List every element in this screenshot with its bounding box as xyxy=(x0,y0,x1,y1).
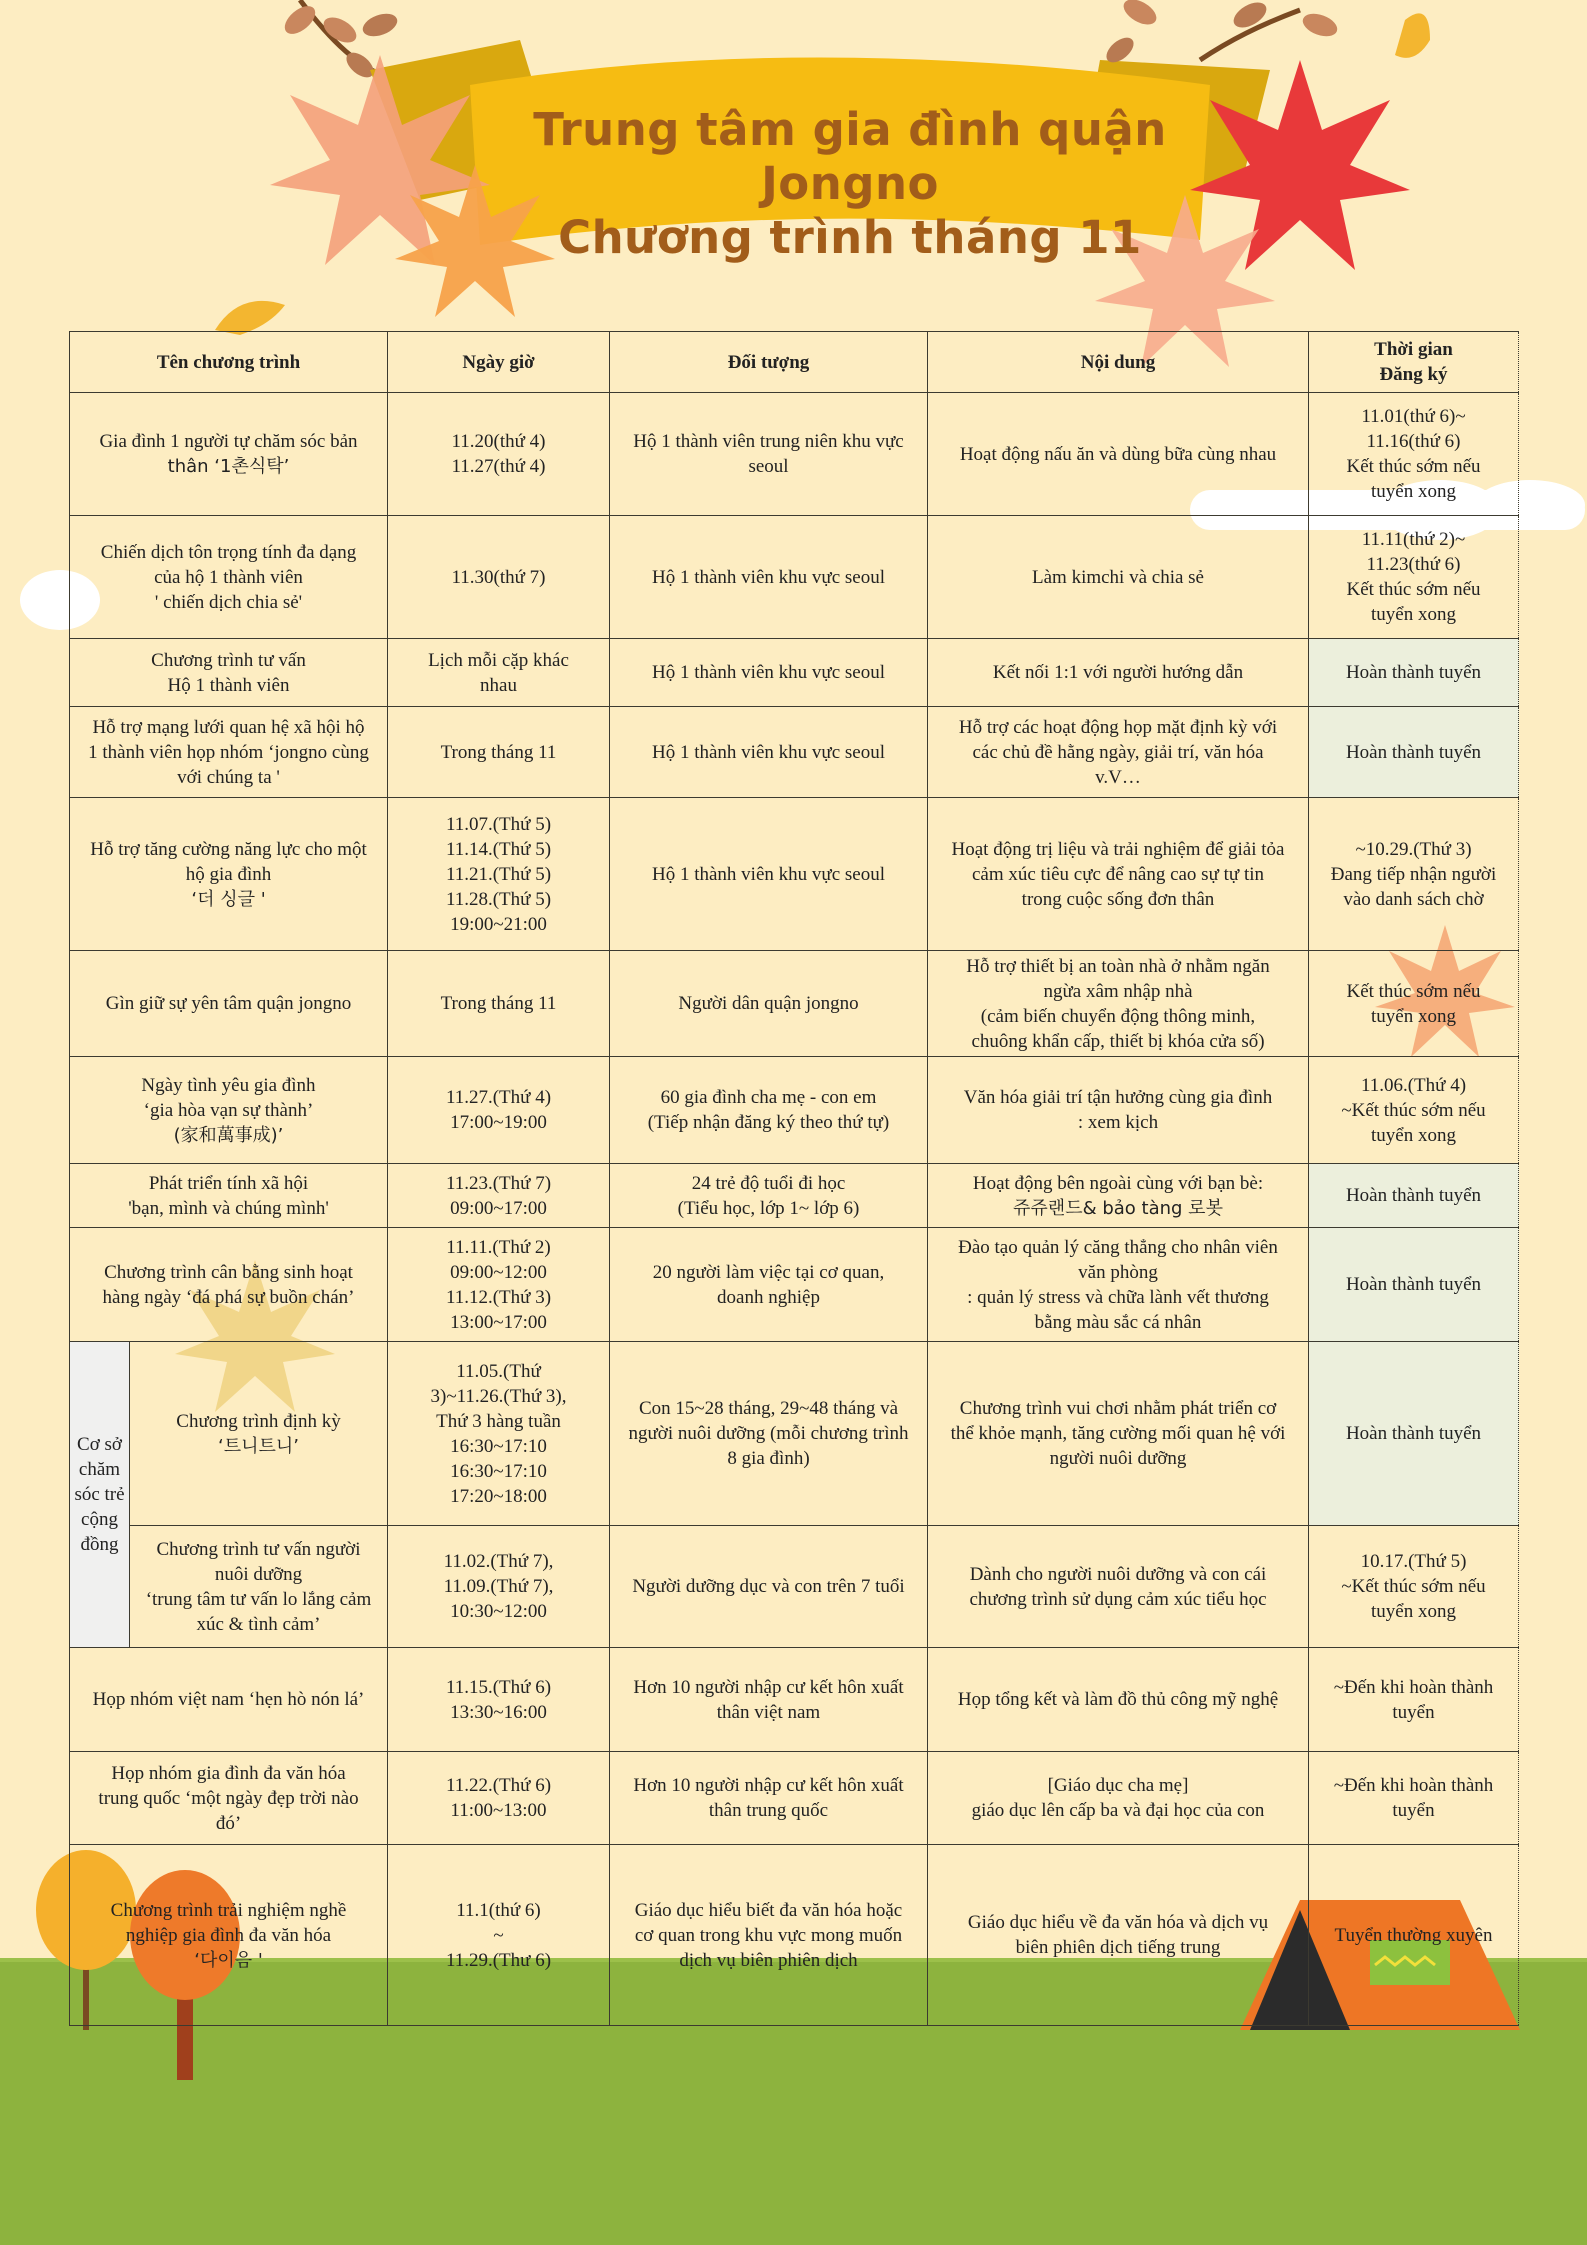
program-datetime xyxy=(388,1845,610,2026)
program-target-line: dịch vụ biên phiên dịch xyxy=(679,1949,858,1971)
program-target xyxy=(610,393,928,516)
program-content-line: Hoạt động nấu ăn và dùng bữa cùng nhau xyxy=(959,443,1277,465)
program-content xyxy=(928,798,1309,951)
program-name xyxy=(70,1845,388,2026)
program-datetime-line: 11.05.(Thứ xyxy=(456,1360,541,1382)
program-datetime-line: Thứ 3 hàng tuần xyxy=(436,1410,561,1432)
program-name xyxy=(70,1228,388,1342)
program-content xyxy=(928,516,1309,639)
program-content-line: văn phòng xyxy=(1078,1261,1158,1283)
program-registration-line: 11.23(thứ 6) xyxy=(1366,554,1461,575)
program-name-line: 'bạn, mình và chúng mình' xyxy=(128,1197,329,1219)
program-content-line: biên phiên dịch tiếng trung xyxy=(1015,1937,1221,1958)
table-row xyxy=(70,951,1519,1057)
program-target xyxy=(610,516,928,639)
program-registration xyxy=(1309,1648,1519,1752)
program-name-line: Họp nhóm gia đình đa văn hóa xyxy=(111,1762,346,1784)
program-target xyxy=(610,1342,928,1526)
program-registration xyxy=(1309,1342,1519,1526)
program-registration-line: ~Đến khi hoàn thành xyxy=(1333,1676,1494,1698)
program-name-line: nuôi dưỡng xyxy=(214,1563,303,1585)
program-target-line: Hộ 1 thành viên trung niên khu vực xyxy=(633,431,904,452)
program-registration xyxy=(1309,516,1519,639)
program-name-line: Gia đình 1 người tự chăm sóc bản xyxy=(99,431,358,452)
program-name xyxy=(70,798,388,951)
program-content-line: chương trình sử dụng cảm xúc tiểu học xyxy=(969,1588,1267,1610)
program-registration-line: Tuyển thường xuyên xyxy=(1334,1924,1493,1946)
program-content-line: Kết nối 1:1 với người hướng dẫn xyxy=(992,662,1244,683)
program-name-line: Chương trình định kỳ xyxy=(176,1410,341,1432)
program-content-line: Làm kimchi và chia sẻ xyxy=(1032,566,1204,588)
program-registration-line: Hoàn thành tuyển xyxy=(1345,741,1482,763)
table-row xyxy=(70,707,1519,798)
program-target-line: Người dân quận jongno xyxy=(678,993,859,1014)
header-reg-line1: Thời gian xyxy=(1374,339,1453,360)
program-registration xyxy=(1309,951,1519,1057)
program-content-line: Dành cho người nuôi dưỡng và con cái xyxy=(969,1563,1267,1585)
program-datetime-line: 13:00~17:00 xyxy=(450,1311,547,1333)
program-content-line: ngừa xâm nhập nhà xyxy=(1043,980,1193,1002)
program-datetime-line: 11.14.(Thứ 5) xyxy=(445,838,552,860)
program-registration xyxy=(1309,707,1519,798)
program-content xyxy=(928,1752,1309,1845)
program-name-line: nghiệp gia đình đa văn hóa xyxy=(125,1924,332,1946)
program-name-line: trung quốc ‘một ngày đẹp trời nào xyxy=(98,1787,359,1809)
program-target-line: Hộ 1 thành viên khu vực seoul xyxy=(652,566,885,588)
program-content-line: cảm xúc tiêu cực để nâng cao sự tự tin xyxy=(971,863,1265,885)
program-datetime-line: 11.02.(Thứ 7), xyxy=(443,1551,554,1572)
program-datetime-line: 11.15.(Thứ 6) xyxy=(445,1676,552,1698)
program-registration-line: tuyển xyxy=(1392,1800,1435,1821)
program-registration xyxy=(1309,1164,1519,1228)
program-target-line: 60 gia đình cha mẹ - con em xyxy=(660,1087,877,1108)
program-name-line: (家和萬事成)’ xyxy=(173,1124,284,1146)
program-name-line: Hộ 1 thành viên xyxy=(167,674,290,696)
program-registration-line: Kết thúc sớm nếu xyxy=(1346,980,1481,1002)
program-datetime xyxy=(388,639,610,707)
table-row xyxy=(70,1648,1519,1752)
program-name-line: hộ gia đình xyxy=(185,863,272,885)
program-datetime-line: 11.22.(Thứ 6) xyxy=(445,1775,552,1796)
program-target-line: Hộ 1 thành viên khu vực seoul xyxy=(652,662,885,683)
program-registration-line: vào danh sách chờ xyxy=(1343,888,1484,910)
program-name-line: hàng ngày ‘đá phá sự buồn chán’ xyxy=(102,1286,355,1308)
program-registration-line: ~10.29.(Thứ 3) xyxy=(1355,838,1472,860)
table-row xyxy=(70,393,1519,516)
program-datetime-line: 09:00~12:00 xyxy=(450,1261,547,1283)
title-line-3: Chương trình tháng 11 xyxy=(558,211,1142,264)
program-datetime-line: 16:30~17:10 xyxy=(450,1460,547,1482)
program-registration-line: ~Kết thúc sớm nếu xyxy=(1341,1576,1486,1597)
table-row xyxy=(70,1752,1519,1845)
program-target-line: (Tiểu học, lớp 1~ lớp 6) xyxy=(677,1197,860,1219)
program-content-line: Văn hóa giải trí tận hưởng cùng gia đình xyxy=(963,1087,1273,1108)
program-target-line: Hộ 1 thành viên khu vực seoul xyxy=(652,741,885,763)
program-registration xyxy=(1309,1526,1519,1648)
program-target-line: 24 trẻ độ tuổi đi học xyxy=(691,1172,846,1194)
table-row xyxy=(70,1845,1519,2026)
program-datetime xyxy=(388,1342,610,1526)
program-content-line: Đào tạo quản lý căng thẳng cho nhân viên xyxy=(958,1236,1278,1258)
program-content-line: giáo dục lên cấp ba và đại học của con xyxy=(971,1800,1265,1821)
program-content xyxy=(928,1164,1309,1228)
program-target-line: 8 gia đình) xyxy=(727,1448,810,1469)
title-line-1: Trung tâm gia đình quận xyxy=(533,103,1167,156)
program-name xyxy=(70,639,388,707)
program-content-line: 쥬쥬랜드& bảo tàng 로봇 xyxy=(1013,1197,1223,1219)
program-content xyxy=(928,639,1309,707)
program-registration-line: 11.01(thứ 6)~ xyxy=(1361,406,1466,427)
program-datetime-line: ~ xyxy=(493,1924,504,1946)
program-name-line: Chương trình tư vấn xyxy=(151,649,306,671)
program-target-line: 20 người làm việc tại cơ quan, xyxy=(652,1261,885,1283)
group-label xyxy=(70,1342,130,1648)
program-name-line: Gìn giữ sự yên tâm quận jongno xyxy=(105,993,352,1014)
program-datetime xyxy=(388,951,610,1057)
program-datetime-line: 11.30(thứ 7) xyxy=(451,566,546,588)
program-registration-line: Kết thúc sớm nếu xyxy=(1346,456,1481,477)
program-registration xyxy=(1309,1057,1519,1164)
program-name xyxy=(130,1342,388,1526)
program-datetime-line: 17:20~18:00 xyxy=(450,1485,547,1507)
program-registration-line: Đang tiếp nhận người xyxy=(1330,863,1497,885)
program-registration xyxy=(1309,798,1519,951)
group-label-line: Cơ sở xyxy=(77,1434,122,1455)
program-registration-line: 11.11(thứ 2)~ xyxy=(1361,529,1466,550)
table-row xyxy=(70,516,1519,639)
program-content-line: người nuôi dưỡng xyxy=(1049,1448,1187,1469)
program-content xyxy=(928,1057,1309,1164)
program-datetime-line: 09:00~17:00 xyxy=(450,1197,547,1219)
group-label-line: đồng xyxy=(80,1534,119,1555)
program-registration-line: tuyển xyxy=(1392,1701,1435,1723)
program-target xyxy=(610,1228,928,1342)
program-registration-line: Kết thúc sớm nếu xyxy=(1346,579,1481,600)
table-row xyxy=(70,1057,1519,1164)
program-target-line: Con 15~28 tháng, 29~48 tháng và xyxy=(638,1398,899,1419)
program-name xyxy=(130,1526,388,1648)
program-name-line: ‘트니트니’ xyxy=(218,1435,299,1457)
program-datetime-line: Trong tháng 11 xyxy=(440,993,557,1014)
program-content-line: Hỗ trợ thiết bị an toàn nhà ở nhằm ngăn xyxy=(966,955,1270,977)
program-target xyxy=(610,1845,928,2026)
program-name-line: thân ‘1촌식탁’ xyxy=(167,456,290,477)
table-row xyxy=(70,1342,1519,1526)
program-target xyxy=(610,1752,928,1845)
program-datetime-line: 11.20(thứ 4) xyxy=(451,431,546,452)
program-registration-line: Hoàn thành tuyển xyxy=(1345,662,1482,683)
title-line-2: Jongno xyxy=(761,157,939,210)
program-registration-line: Hoàn thành tuyển xyxy=(1345,1274,1482,1295)
program-datetime xyxy=(388,1648,610,1752)
program-datetime xyxy=(388,1228,610,1342)
program-datetime xyxy=(388,798,610,951)
program-registration-line: 11.06.(Thứ 4) xyxy=(1360,1074,1467,1096)
program-target-line: doanh nghiệp xyxy=(717,1286,820,1308)
program-registration xyxy=(1309,1228,1519,1342)
program-content-line: (cảm biến chuyển động thông minh, xyxy=(980,1005,1256,1027)
program-target-line: Người dưỡng dục và con trên 7 tuổi xyxy=(632,1576,905,1597)
program-registration-line: ~Đến khi hoàn thành xyxy=(1333,1775,1494,1796)
program-target xyxy=(610,1057,928,1164)
program-target xyxy=(610,707,928,798)
program-content-line: chuông khẩn cấp, thiết bị khóa cửa số) xyxy=(971,1030,1265,1052)
table-row xyxy=(70,1526,1519,1648)
program-content xyxy=(928,1845,1309,2026)
program-content-line: : quản lý stress và chữa lành vết thương xyxy=(967,1286,1269,1308)
program-registration-line: tuyển xong xyxy=(1371,1124,1456,1146)
program-registration-line: tuyển xong xyxy=(1371,481,1456,502)
program-content xyxy=(928,1342,1309,1526)
program-name-line: với chúng ta ' xyxy=(177,766,280,788)
program-target-line: người nuôi dưỡng (mỗi chương trình xyxy=(628,1423,909,1444)
program-datetime xyxy=(388,516,610,639)
program-content xyxy=(928,1648,1309,1752)
program-datetime-line: 11.09.(Thứ 7), xyxy=(443,1576,554,1597)
program-datetime xyxy=(388,707,610,798)
program-datetime xyxy=(388,1752,610,1845)
program-datetime xyxy=(388,1526,610,1648)
program-datetime-line: 19:00~21:00 xyxy=(450,913,547,935)
program-target-line: Hộ 1 thành viên khu vực seoul xyxy=(652,863,885,885)
program-datetime-line: 16:30~17:10 xyxy=(450,1435,547,1457)
program-target-line: thân trung quốc xyxy=(708,1800,829,1821)
program-name-line: Chương trình trải nghiệm nghề xyxy=(110,1899,347,1921)
program-name-line: ‘gia hòa vạn sự thành’ xyxy=(143,1099,314,1121)
program-registration xyxy=(1309,639,1519,707)
program-name-line: đó’ xyxy=(215,1812,242,1834)
program-datetime-line: 13:30~16:00 xyxy=(450,1701,547,1723)
program-datetime-line: Trong tháng 11 xyxy=(440,741,557,763)
program-name xyxy=(70,393,388,516)
program-content-line: [Giáo dục cha mẹ] xyxy=(1047,1775,1189,1796)
branch-right-icon xyxy=(1102,0,1340,67)
group-label-line: chăm xyxy=(78,1459,121,1480)
program-datetime-line: nhau xyxy=(480,674,517,696)
program-name xyxy=(70,1648,388,1752)
program-name-line: Hỗ trợ mạng lưới quan hệ xã hội hộ xyxy=(92,716,365,738)
program-datetime-line: 11.1(thứ 6) xyxy=(456,1899,541,1921)
program-registration-line: Hoàn thành tuyển xyxy=(1345,1423,1482,1444)
program-datetime-line: 11.29.(Thư 6) xyxy=(445,1949,552,1971)
program-content xyxy=(928,707,1309,798)
program-target xyxy=(610,639,928,707)
program-datetime-line: 11:00~13:00 xyxy=(450,1800,547,1821)
program-name-line: 1 thành viên họp nhóm ‘jongno cùng xyxy=(88,741,369,763)
program-content-line: v.V… xyxy=(1095,766,1141,788)
table-row xyxy=(70,639,1519,707)
program-content-line: Hoạt động bên ngoài cùng với bạn bè: xyxy=(972,1172,1264,1194)
program-target xyxy=(610,1648,928,1752)
header-target: Đối tượng xyxy=(610,332,928,393)
program-target-line: Hơn 10 người nhập cư kết hôn xuất xyxy=(633,1775,904,1796)
program-content-line: các chủ đề hằng ngày, giải trí, văn hóa xyxy=(972,741,1264,763)
program-target-line: seoul xyxy=(748,456,789,477)
program-target-line: Giáo dục hiểu biết đa văn hóa hoặc xyxy=(634,1899,903,1921)
program-datetime xyxy=(388,1164,610,1228)
program-name-line: ‘더 싱글 ' xyxy=(191,888,266,910)
program-target xyxy=(610,1164,928,1228)
program-name xyxy=(70,516,388,639)
program-name-line: Chiến dịch tôn trọng tính đa dạng xyxy=(100,541,357,563)
table-row xyxy=(70,1164,1519,1228)
program-datetime xyxy=(388,1057,610,1164)
program-registration-line: Hoàn thành tuyển xyxy=(1345,1185,1482,1206)
program-content-line: Hỗ trợ các hoạt động họp mặt định kỳ với xyxy=(958,716,1278,738)
program-target-line: thân việt nam xyxy=(716,1701,821,1723)
header-registration xyxy=(1309,332,1519,393)
program-datetime-line: 11.28.(Thứ 5) xyxy=(445,888,552,910)
program-name-line: ‘다이음 ' xyxy=(194,1949,263,1971)
program-registration-line: tuyển xong xyxy=(1371,1005,1456,1027)
program-content-line: Họp tổng kết và làm đồ thủ công mỹ nghệ xyxy=(957,1689,1279,1710)
program-registration-line: tuyển xong xyxy=(1371,1601,1456,1622)
program-name-line: Chương trình tư vấn người xyxy=(156,1538,361,1560)
program-datetime-line: 3)~11.26.(Thứ 3), xyxy=(430,1385,567,1407)
program-content xyxy=(928,1228,1309,1342)
program-content xyxy=(928,951,1309,1057)
program-content-line: Hoạt động trị liệu và trải nghiệm để giải tỏa xyxy=(951,838,1285,860)
program-datetime-line: 11.23.(Thứ 7) xyxy=(445,1172,552,1194)
program-datetime-line: 17:00~19:00 xyxy=(450,1112,547,1133)
program-datetime-line: 11.11.(Thứ 2) xyxy=(446,1236,551,1258)
program-name xyxy=(70,1057,388,1164)
program-table xyxy=(69,331,1519,2026)
program-content xyxy=(928,393,1309,516)
header-name: Tên chương trình xyxy=(70,332,388,393)
program-name xyxy=(70,1752,388,1845)
program-name-line: ' chiến dịch chia sẻ' xyxy=(154,591,303,613)
program-name-line: Chương trình cân bằng sinh hoạt xyxy=(104,1261,353,1283)
program-registration-line: 11.16(thứ 6) xyxy=(1366,431,1461,452)
program-name-line: của hộ 1 thành viên xyxy=(154,566,303,588)
program-target-line: Hơn 10 người nhập cư kết hôn xuất xyxy=(633,1676,904,1698)
program-datetime-line: 11.21.(Thứ 5) xyxy=(445,863,552,885)
program-datetime-line: 11.12.(Thứ 3) xyxy=(445,1286,552,1308)
program-registration xyxy=(1309,1845,1519,2026)
group-label-line: sóc trẻ xyxy=(74,1484,125,1505)
program-registration-line: ~Kết thúc sớm nếu xyxy=(1341,1099,1486,1121)
program-target xyxy=(610,1526,928,1648)
header-reg-line2: Đăng ký xyxy=(1379,364,1448,385)
program-content-line: thể khỏe mạnh, tăng cường mối quan hệ với xyxy=(950,1423,1286,1444)
table-header-row xyxy=(70,332,1519,393)
program-content-line: bằng màu sắc cá nhân xyxy=(1034,1311,1202,1333)
program-registration-line: 10.17.(Thứ 5) xyxy=(1360,1551,1467,1572)
program-datetime xyxy=(388,393,610,516)
program-target xyxy=(610,951,928,1057)
program-name-line: Họp nhóm việt nam ‘hẹn hò nón lá’ xyxy=(92,1689,365,1710)
program-name-line: Hỗ trợ tăng cường năng lực cho một xyxy=(90,838,367,860)
header-content: Nội dung xyxy=(928,332,1309,393)
group-label-line: cộng xyxy=(81,1509,118,1530)
program-datetime-line: 10:30~12:00 xyxy=(450,1601,547,1622)
program-datetime-line: 11.27.(Thứ 4) xyxy=(445,1087,552,1108)
header-datetime: Ngày giờ xyxy=(388,332,610,393)
program-datetime-line: Lịch mỗi cặp khác xyxy=(428,649,569,671)
program-target xyxy=(610,798,928,951)
program-content-line: Chương trình vui chơi nhằm phát triển cơ xyxy=(959,1398,1277,1419)
program-name-line: ‘trung tâm tư vấn lo lắng cảm xyxy=(145,1588,372,1610)
program-target-line: (Tiếp nhận đăng ký theo thứ tự) xyxy=(647,1112,890,1133)
program-registration xyxy=(1309,1752,1519,1845)
program-name-line: xúc & tình cảm’ xyxy=(196,1613,321,1635)
program-name xyxy=(70,1164,388,1228)
program-content-line: : xem kịch xyxy=(1077,1112,1159,1133)
program-registration xyxy=(1309,393,1519,516)
page-title xyxy=(470,103,1230,265)
program-target-line: cơ quan trong khu vực mong muốn xyxy=(634,1924,903,1946)
program-content xyxy=(928,1526,1309,1648)
table-row xyxy=(70,1228,1519,1342)
program-name xyxy=(70,707,388,798)
program-content-line: trong cuộc sống đơn thân xyxy=(1021,888,1215,910)
table-row xyxy=(70,798,1519,951)
program-name-line: Phát triển tính xã hội xyxy=(148,1172,309,1194)
program-content-line: Giáo dục hiểu về đa văn hóa và dịch vụ xyxy=(967,1912,1269,1933)
program-registration-line: tuyển xong xyxy=(1371,604,1456,625)
program-datetime-line: 11.07.(Thứ 5) xyxy=(445,813,552,835)
program-name-line: Ngày tình yêu gia đình xyxy=(141,1074,316,1096)
program-datetime-line: 11.27(thứ 4) xyxy=(451,456,546,477)
program-name xyxy=(70,951,388,1057)
